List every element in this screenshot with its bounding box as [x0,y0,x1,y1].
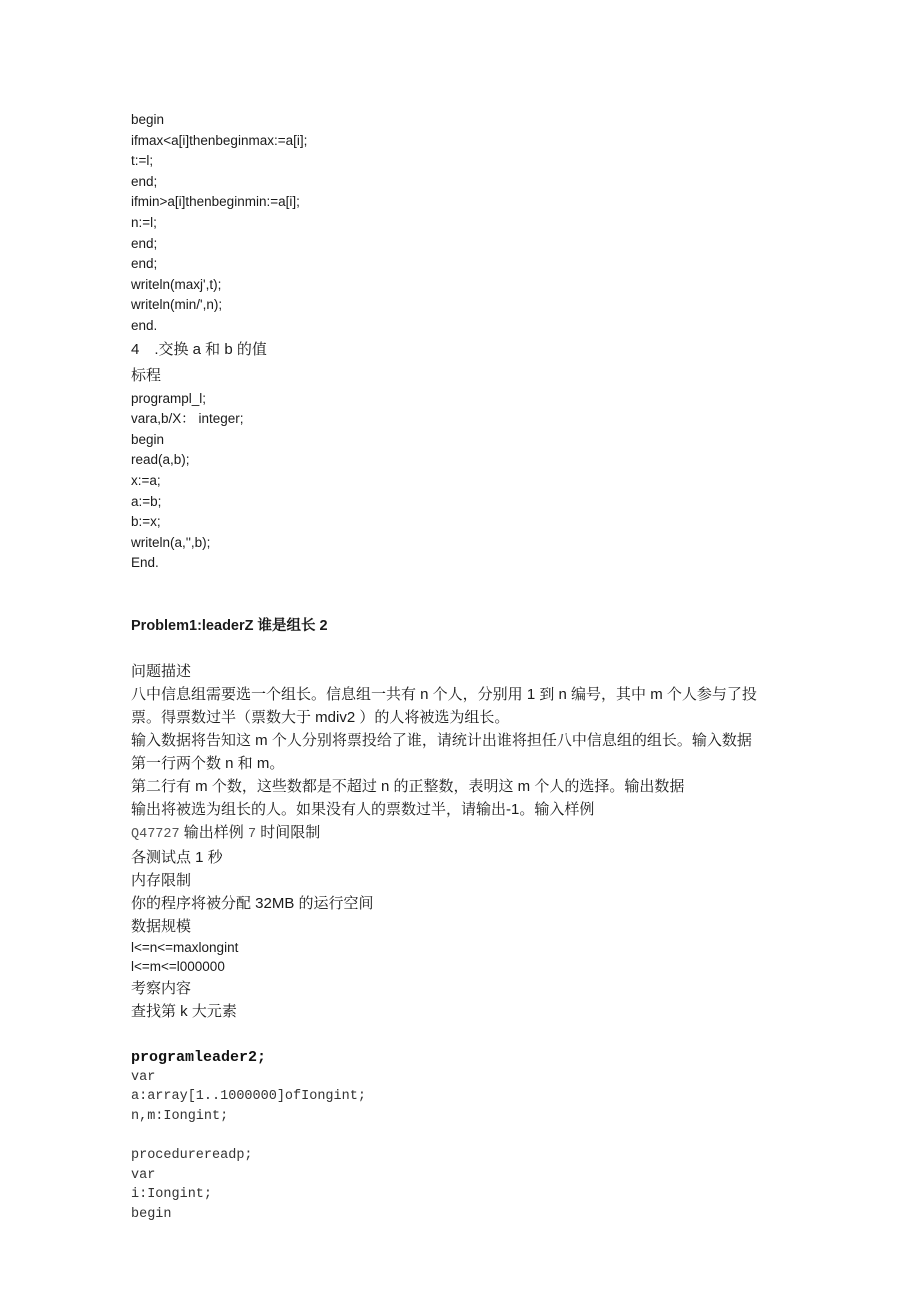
code-line: a:=b; [131,493,162,509]
code-line: end. [131,317,158,333]
code-line: a:array[1..1000000]ofIongint; [131,1089,366,1105]
code-line: t:=l; [131,153,154,169]
data-scale [131,938,831,977]
program-header: programleader2; [131,1048,267,1066]
scale-line: l<=m<=l000000 [131,959,225,975]
code-line: n,m:Iongint; [131,1109,229,1125]
code-line: begin [131,112,165,127]
document-page [131,110,831,1225]
code-line: var [131,1167,156,1183]
problem-title: Problem1:leaderZ 谁是组长 2 [131,617,328,634]
code-line: writeln(maxj',t); [131,276,222,292]
code-line: b:=x; [131,514,161,530]
code-block-3 [131,1068,831,1225]
code-line: procedurereadp; [131,1148,253,1164]
scale-line: l<=n<=maxlongint [131,939,239,955]
code-line: var [131,1069,156,1085]
description-line: 输入数据将告知这 m 个人分别将票投给了谁，请统计出谁将担任八中信息组的组长。输入数据 [131,731,752,749]
description-line: 八中信息组需要选一个组长。信息组一共有 n 个人，分别用 1 到 n 编号，其中 m 个人参与了投 [131,685,757,703]
topic [131,977,831,1023]
code-block-1 [131,110,831,337]
section-4-heading: 4 .交换 a 和 b 的值 [131,340,267,358]
output-sample: 7 [247,826,257,842]
code-line: end; [131,235,158,251]
code-line: end; [131,256,158,272]
code-line: vara,b/X： integer; [131,411,244,427]
description-heading: 问题描述 [131,662,192,680]
description-line: 票。得票数过半（票数大于 mdiv2 ）的人将被选为组长。 [131,708,510,726]
code-line: read(a,b); [131,452,190,468]
input-sample: Q47727 [131,826,180,842]
code-line: programpl_l; [131,390,207,406]
limits [131,846,831,938]
description-line: 输出将被选为组长的人。如果没有人的票数过半，请输出-1。输入样例 [131,800,595,818]
code-line: i:Iongint; [131,1187,213,1203]
code-line: begin [131,431,165,447]
code-line: end; [131,173,158,189]
sample-line [131,821,831,846]
code-line: End. [131,555,159,571]
topic-line: 查找第 k 大元素 [131,1002,237,1020]
description-line: 第二行有 m 个数，这些数都是不超过 n 的正整数，表明这 m 个人的选择。输出数据 [131,777,685,795]
code-line: writeln(a,'',b); [131,534,211,550]
limit-line: 你的程序将被分配 32MB 的运行空间 [131,894,374,912]
section-4-subheading: 标程 [131,366,162,384]
code-line: begin [131,1207,172,1223]
limit-line: 各测试点 1 秒 [131,848,223,866]
code-blank-line [131,1127,831,1147]
code-line: x:=a; [131,472,161,488]
output-sample-label: 输出样例 [183,823,244,841]
code-block-2 [131,389,831,574]
description-line: 第一行两个数 n 和 m。 [131,754,285,772]
time-limit-label: 时间限制 [260,823,321,841]
description-body [131,683,831,821]
limit-line: 内存限制 [131,871,192,889]
code-line: ifmin>a[i]thenbeginmin:=a[i]; [131,194,300,210]
code-line: n:=l; [131,214,157,230]
code-line: ifmax<a[i]thenbeginmax:=a[i]; [131,132,308,148]
code-line: writeln(min/',n); [131,297,223,313]
limit-line: 数据规模 [131,917,192,935]
topic-line: 考察内容 [131,979,192,997]
